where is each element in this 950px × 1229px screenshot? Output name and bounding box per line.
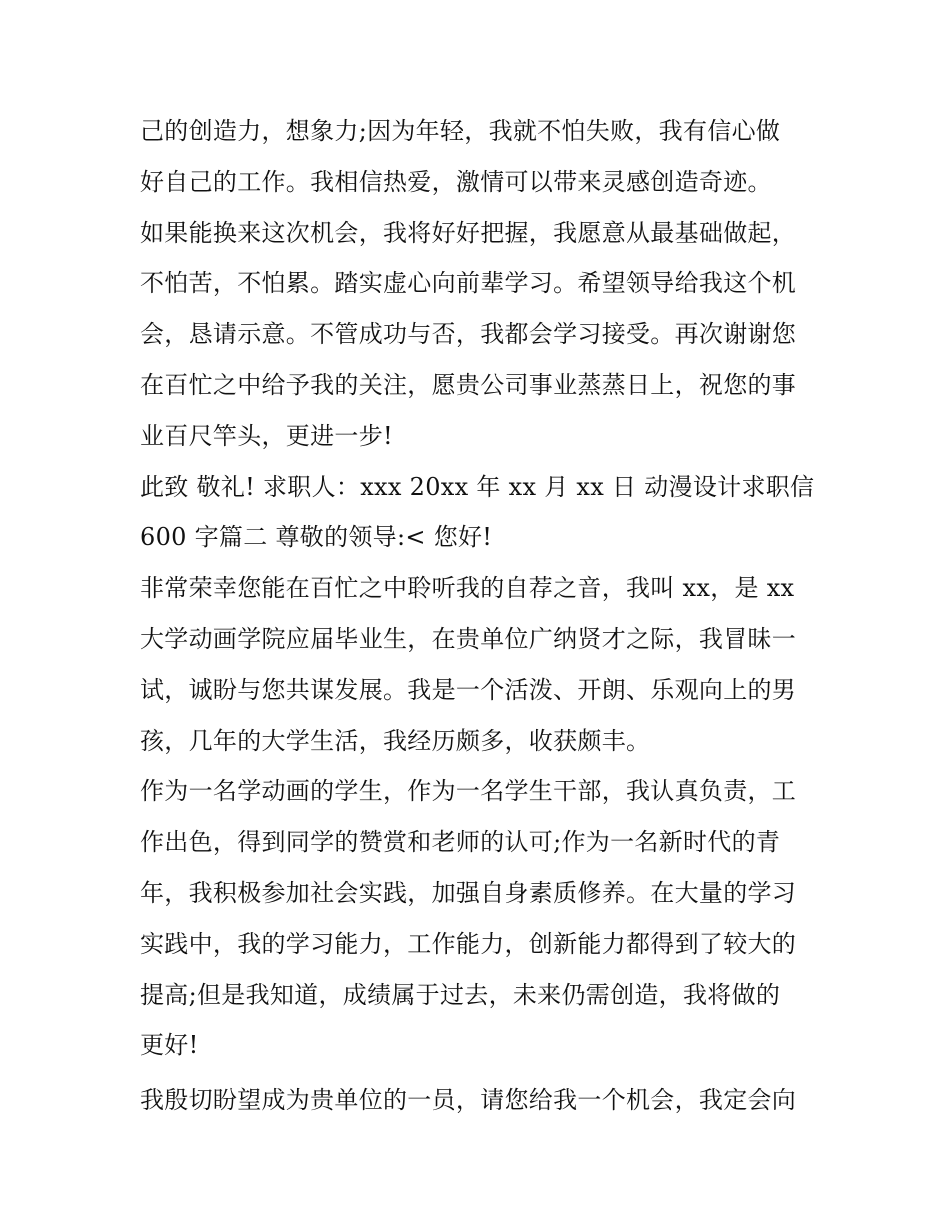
text-line: 作为一名学动画的学生，作为一名学生干部，我认真负责，工 [140,777,797,806]
text-line: 此致 敬礼! 求职人：xxx 20xx 年 xx 月 xx 日 动漫设计求职信 [140,472,815,501]
text-line: 非常荣幸您能在百忙之中聆听我的自荐之音，我叫 xx，是 xx [140,574,795,603]
text-line: 好自己的工作。我相信热爱，激情可以带来灵感创造奇迹。 [140,167,772,196]
text-line: 更好! [140,1031,199,1060]
text-line: 业百尺竿头，更进一步! [140,421,393,450]
text-line: 不怕苦，不怕累。踏实虚心向前辈学习。希望领导给我这个机 [140,269,797,298]
text-line: 如果能换来这次机会，我将好好把握，我愿意从最基础做起， [140,218,797,247]
text-line: 实践中，我的学习能力，工作能力，创新能力都得到了较大的 [140,929,797,958]
text-line: 提高;但是我知道，成绩属于过去，未来仍需创造，我将做的 [140,980,781,1009]
text-line: 试，诚盼与您共谋发展。我是一个活泼、开朗、乐观向上的男 [140,675,797,704]
text-line: 600 字篇二 尊敬的领导:< 您好! [140,523,493,552]
text-line: 我殷切盼望成为贵单位的一员，请您给我一个机会，我定会向 [140,1086,797,1115]
text-line: 孩，几年的大学生活，我经历颇多，收获颇丰。 [140,726,651,755]
text-line: 作出色，得到同学的赞赏和老师的认可;作为一名新时代的青 [140,828,781,857]
document-body [140,106,820,1126]
text-line: 会，恳请示意。不管成功与否，我都会学习接受。再次谢谢您 [140,320,797,349]
text-line: 年，我积极参加社会实践，加强自身素质修养。在大量的学习 [140,878,797,907]
text-line: 大学动画学院应届毕业生，在贵单位广纳贤才之际，我冒昧一 [140,624,797,653]
text-line: 己的创造力，想象力;因为年轻，我就不怕失败，我有信心做 [140,117,781,145]
text-line: 在百忙之中给予我的关注，愿贵公司事业蒸蒸日上，祝您的事 [140,370,797,399]
